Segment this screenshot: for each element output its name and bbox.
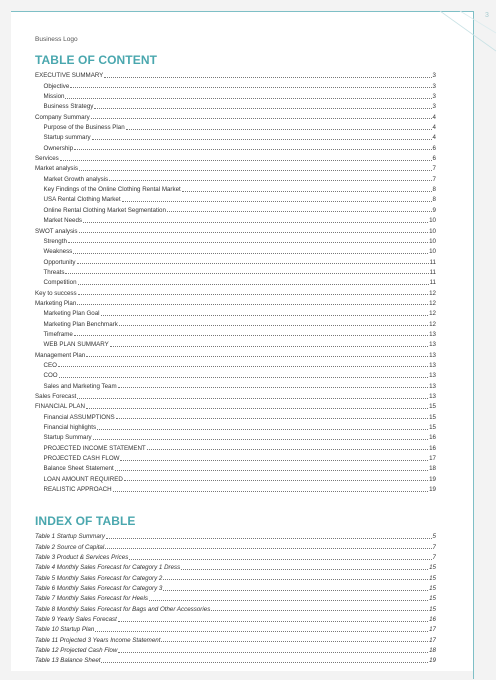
dot-leader [211, 610, 428, 611]
index-entry-page-number: 5 [432, 533, 436, 541]
toc-entry-page-number: 10 [429, 248, 436, 256]
dot-leader [109, 180, 431, 181]
toc-entry-label: Timeframe [43, 330, 73, 338]
dot-leader [68, 242, 428, 243]
index-entry-page-number: 17 [429, 626, 436, 634]
toc-entry[interactable] [35, 141, 436, 151]
index-entry-page-number: 15 [429, 605, 436, 613]
toc-entry[interactable] [35, 421, 436, 431]
dot-leader [93, 439, 428, 440]
toc-entry-label: FINANCIAL PLAN [35, 403, 85, 411]
index-entry-label: Table 10 Startup Plan [35, 626, 95, 634]
dot-leader [65, 98, 431, 99]
index-entry-label: Table 9 Yearly Sales Forecast [35, 616, 117, 624]
toc-heading: TABLE OF CONTENT [35, 53, 158, 67]
index-entry-page-number: 15 [429, 574, 436, 582]
index-entry-label: Table 3 Product & Services Prices [35, 554, 129, 562]
index-list [35, 530, 436, 664]
dot-leader [118, 621, 428, 622]
toc-entry-page-number: 13 [429, 393, 436, 400]
toc-entry[interactable] [35, 410, 436, 420]
toc-entry-page-number: 12 [429, 299, 436, 307]
toc-entry-page-number: 13 [429, 330, 436, 338]
dot-leader [181, 569, 428, 570]
corner-decoration [430, 11, 496, 91]
index-entry-label: Table 11 Projected 3 Years Income Statement [35, 636, 161, 644]
toc-entry-label: CEO [43, 361, 57, 369]
toc-entry-page-number: 4 [432, 124, 436, 132]
toc-entry[interactable] [35, 462, 436, 472]
index-entry-page-number: 15 [429, 564, 436, 572]
toc-list [35, 69, 436, 493]
dot-leader [110, 346, 428, 347]
toc-entry[interactable] [35, 472, 436, 482]
toc-entry-page-number: 4 [432, 113, 436, 121]
index-entry-page-number: 18 [429, 647, 436, 655]
index-entry-label: Table 8 Monthly Sales Forecast for Bags and Other Accessories [35, 605, 211, 613]
dot-leader [182, 191, 432, 192]
toc-entry-page-number: 9 [432, 206, 436, 214]
toc-entry-label: Key to success [35, 289, 77, 297]
index-entry-label: Table 5 Monthly Sales Forecast for Category 2 [35, 574, 163, 582]
index-entry[interactable] [35, 613, 436, 623]
toc-entry[interactable] [35, 379, 436, 389]
toc-entry-label: Market analysis [35, 165, 78, 173]
index-entry-label: Table 4 Monthly Sales Forecast for Category 1 Dress [35, 564, 181, 572]
index-entry-page-number: 15 [429, 595, 436, 603]
toc-entry-label: Market Growth analysis [43, 175, 109, 183]
toc-entry[interactable] [35, 348, 436, 358]
dot-leader [149, 600, 428, 601]
toc-entry[interactable] [35, 286, 436, 296]
dot-leader [163, 590, 428, 591]
dot-leader [97, 429, 428, 430]
dot-leader [124, 480, 428, 481]
toc-entry-page-number: 13 [429, 382, 436, 390]
toc-entry[interactable] [35, 183, 436, 193]
toc-entry-page-number: 16 [429, 434, 436, 442]
index-entry-label: Table 12 Projected Cash Flow [35, 647, 118, 655]
toc-entry-label: Mission [43, 93, 65, 101]
dot-leader [92, 139, 432, 140]
toc-entry[interactable] [35, 276, 436, 286]
toc-entry[interactable] [35, 79, 436, 89]
toc-entry-page-number: 3 [432, 82, 436, 90]
dot-leader [118, 652, 428, 653]
toc-entry-page-number: 17 [429, 455, 436, 463]
toc-entry[interactable] [35, 203, 436, 213]
index-entry-label: Table 2 Source of Capital [35, 543, 105, 551]
dot-leader [95, 631, 428, 632]
index-entry-label: Table 6 Monthly Sales Forecast for Category 3 [35, 585, 163, 593]
dot-leader [167, 211, 432, 212]
dot-leader [94, 108, 431, 109]
dot-leader [116, 418, 428, 419]
dot-leader [79, 232, 429, 233]
dot-leader [104, 77, 431, 78]
toc-entry-page-number: 12 [429, 320, 436, 328]
dot-leader [91, 118, 432, 119]
toc-entry-page-number: 8 [432, 196, 436, 204]
dot-leader [129, 559, 431, 560]
toc-entry-label: Management Plan [35, 351, 86, 359]
toc-entry[interactable] [35, 214, 436, 224]
toc-entry-page-number: 3 [432, 103, 436, 111]
toc-entry-label: WEB PLAN SUMMARY [43, 341, 109, 349]
toc-entry[interactable] [35, 172, 436, 182]
toc-entry-page-number: 6 [432, 144, 436, 152]
toc-entry-label: Marketing Plan Goal [43, 310, 100, 318]
toc-entry-page-number: 15 [429, 424, 436, 432]
toc-entry[interactable] [35, 255, 436, 265]
toc-entry-page-number: 3 [432, 72, 436, 80]
dot-leader [163, 579, 428, 580]
toc-entry[interactable] [35, 110, 436, 120]
toc-entry[interactable] [35, 307, 436, 317]
toc-entry-page-number: 4 [432, 134, 436, 142]
toc-entry-page-number: 19 [429, 486, 436, 494]
index-entry[interactable] [35, 530, 436, 540]
toc-entry-label: Sales Forecast [35, 393, 77, 400]
dot-leader [122, 201, 432, 202]
toc-entry-label: Financial highlights [43, 424, 97, 432]
dot-leader [77, 263, 429, 264]
index-entry-label: Table 7 Monthly Sales Forecast for Heels [35, 595, 148, 603]
toc-entry-label: SWOT analysis [35, 227, 78, 235]
dot-leader [60, 160, 432, 161]
dot-leader [106, 538, 432, 539]
toc-entry[interactable] [35, 452, 436, 462]
toc-entry-label: PROJECTED CASH FLOW [43, 455, 120, 463]
index-entry-label: Table 1 Startup Summary [35, 533, 105, 541]
toc-entry-page-number: 8 [432, 186, 436, 194]
dot-leader [115, 470, 428, 471]
dot-leader [101, 315, 429, 316]
toc-entry-label: Competition [43, 279, 77, 287]
index-entry[interactable] [35, 654, 436, 664]
dot-leader [79, 170, 432, 171]
dot-leader [101, 662, 428, 663]
toc-entry-page-number: 3 [432, 93, 436, 101]
business-logo-text: Business Logo [35, 36, 78, 43]
index-heading: INDEX OF TABLE [35, 514, 136, 528]
toc-entry-label: Key Findings of the Online Clothing Rental Market [43, 186, 181, 194]
dot-leader [119, 325, 428, 326]
toc-entry-label: COO [43, 372, 58, 380]
dot-leader [113, 491, 429, 492]
toc-entry-label: EXECUTIVE SUMMARY [35, 72, 104, 80]
toc-entry-page-number: 10 [429, 217, 436, 225]
toc-entry-page-number: 15 [429, 413, 436, 421]
toc-entry[interactable] [35, 317, 436, 327]
index-entry-page-number: 19 [429, 657, 436, 665]
dot-leader [126, 129, 432, 130]
toc-entry-page-number: 11 [429, 258, 436, 266]
toc-entry-label: Startup Summary [43, 434, 92, 442]
toc-entry-page-number: 10 [429, 237, 436, 245]
toc-entry[interactable] [35, 224, 436, 234]
toc-entry-page-number: 13 [429, 372, 436, 380]
toc-entry-page-number: 12 [429, 289, 436, 297]
index-entry-label: Table 13 Balance Sheet [35, 657, 101, 665]
index-entry-page-number: 7 [432, 554, 436, 562]
toc-entry-label: Threats [43, 268, 65, 276]
index-entry[interactable] [35, 623, 436, 633]
page-right-border [473, 11, 474, 679]
toc-entry[interactable] [35, 152, 436, 162]
toc-entry[interactable] [35, 441, 436, 451]
toc-entry-label: Purpose of the Business Plan [43, 124, 125, 132]
toc-entry-page-number: 7 [432, 165, 436, 173]
dot-leader [58, 366, 428, 367]
page-top-border [11, 11, 474, 12]
toc-entry-label: PROJECTED INCOME STATEMENT [43, 444, 146, 452]
toc-entry-label: Company Summary [35, 113, 90, 121]
toc-entry[interactable] [35, 431, 436, 441]
dot-leader [77, 304, 428, 305]
dot-leader [70, 87, 431, 88]
toc-entry-page-number: 13 [429, 351, 436, 359]
index-entry[interactable] [35, 582, 436, 592]
index-entry[interactable] [35, 540, 436, 550]
index-entry[interactable] [35, 592, 436, 602]
toc-entry[interactable] [35, 245, 436, 255]
toc-entry-label: REALISTIC APPROACH [43, 486, 112, 494]
toc-entry[interactable] [35, 400, 436, 410]
toc-entry-label: Sales and Marketing Team [43, 382, 117, 390]
dot-leader [105, 548, 431, 549]
toc-entry-label: Ownership [43, 144, 74, 152]
toc-entry-label: Services [35, 155, 59, 163]
toc-entry[interactable] [35, 390, 436, 400]
toc-entry-page-number: 7 [432, 175, 436, 183]
toc-entry-page-number: 10 [429, 227, 436, 235]
toc-entry-label: Business Strategy [43, 103, 94, 111]
toc-entry-page-number: 6 [432, 155, 436, 163]
dot-leader [74, 149, 431, 150]
toc-entry[interactable] [35, 235, 436, 245]
toc-entry-page-number: 18 [429, 465, 436, 473]
toc-entry[interactable] [35, 162, 436, 172]
toc-entry[interactable] [35, 90, 436, 100]
dot-leader [118, 387, 428, 388]
toc-entry-page-number: 15 [429, 403, 436, 411]
toc-entry-label: Balance Sheet Statement [43, 465, 114, 473]
toc-entry[interactable] [35, 297, 436, 307]
dot-leader [86, 408, 428, 409]
dot-leader [78, 294, 428, 295]
dot-leader [161, 641, 428, 642]
toc-entry[interactable] [35, 69, 436, 79]
toc-entry[interactable] [35, 328, 436, 338]
toc-entry-label: USA Rental Clothing Market [43, 196, 121, 204]
index-entry-page-number: 15 [429, 585, 436, 593]
toc-entry-page-number: 13 [429, 341, 436, 349]
toc-entry[interactable] [35, 131, 436, 141]
dot-leader [77, 398, 428, 399]
index-entry[interactable] [35, 551, 436, 561]
index-entry[interactable] [35, 633, 436, 643]
toc-entry-page-number: 12 [429, 310, 436, 318]
index-entry[interactable] [35, 561, 436, 571]
toc-entry-label: Marketing Plan Benchmark [43, 320, 118, 328]
toc-entry[interactable] [35, 100, 436, 110]
index-entry[interactable] [35, 644, 436, 654]
dot-leader [59, 377, 429, 378]
dot-leader [147, 449, 428, 450]
toc-entry-label: Financial ASSUMPTIONS [43, 413, 115, 421]
toc-entry[interactable] [35, 359, 436, 369]
dot-leader [74, 335, 428, 336]
toc-entry[interactable] [35, 338, 436, 348]
toc-entry-page-number: 11 [429, 268, 436, 276]
index-entry-page-number: 17 [429, 636, 436, 644]
toc-entry-label: LOAN AMOUNT REQUIRED [43, 475, 123, 483]
corner-page-number: 3 [485, 12, 489, 19]
toc-entry-label: Market Needs [43, 217, 83, 225]
index-entry[interactable] [35, 571, 436, 581]
toc-entry-label: Objective [43, 82, 70, 90]
toc-entry[interactable] [35, 369, 436, 379]
dot-leader [65, 273, 428, 274]
dot-leader [120, 460, 428, 461]
toc-entry[interactable] [35, 483, 436, 493]
toc-entry-label: Weakness [43, 248, 73, 256]
toc-entry-label: Opportunity [43, 258, 76, 266]
toc-entry-page-number: 11 [429, 279, 436, 287]
dot-leader [83, 222, 428, 223]
dot-leader [78, 284, 429, 285]
toc-entry-label: Startup summary [43, 134, 91, 142]
toc-entry-page-number: 13 [429, 361, 436, 369]
toc-entry[interactable] [35, 121, 436, 131]
toc-entry-page-number: 19 [429, 475, 436, 483]
toc-entry-label: Marketing Plan [35, 299, 77, 307]
toc-entry[interactable] [35, 193, 436, 203]
index-entry[interactable] [35, 602, 436, 612]
index-entry-page-number: 16 [429, 616, 436, 624]
index-entry-page-number: 7 [432, 543, 436, 551]
toc-entry-page-number: 16 [429, 444, 436, 452]
toc-entry[interactable] [35, 266, 436, 276]
dot-leader [86, 356, 428, 357]
toc-entry-label: Strength [43, 237, 67, 245]
dot-leader [73, 253, 428, 254]
toc-entry-label: Online Rental Clothing Market Segmentation [43, 206, 166, 214]
